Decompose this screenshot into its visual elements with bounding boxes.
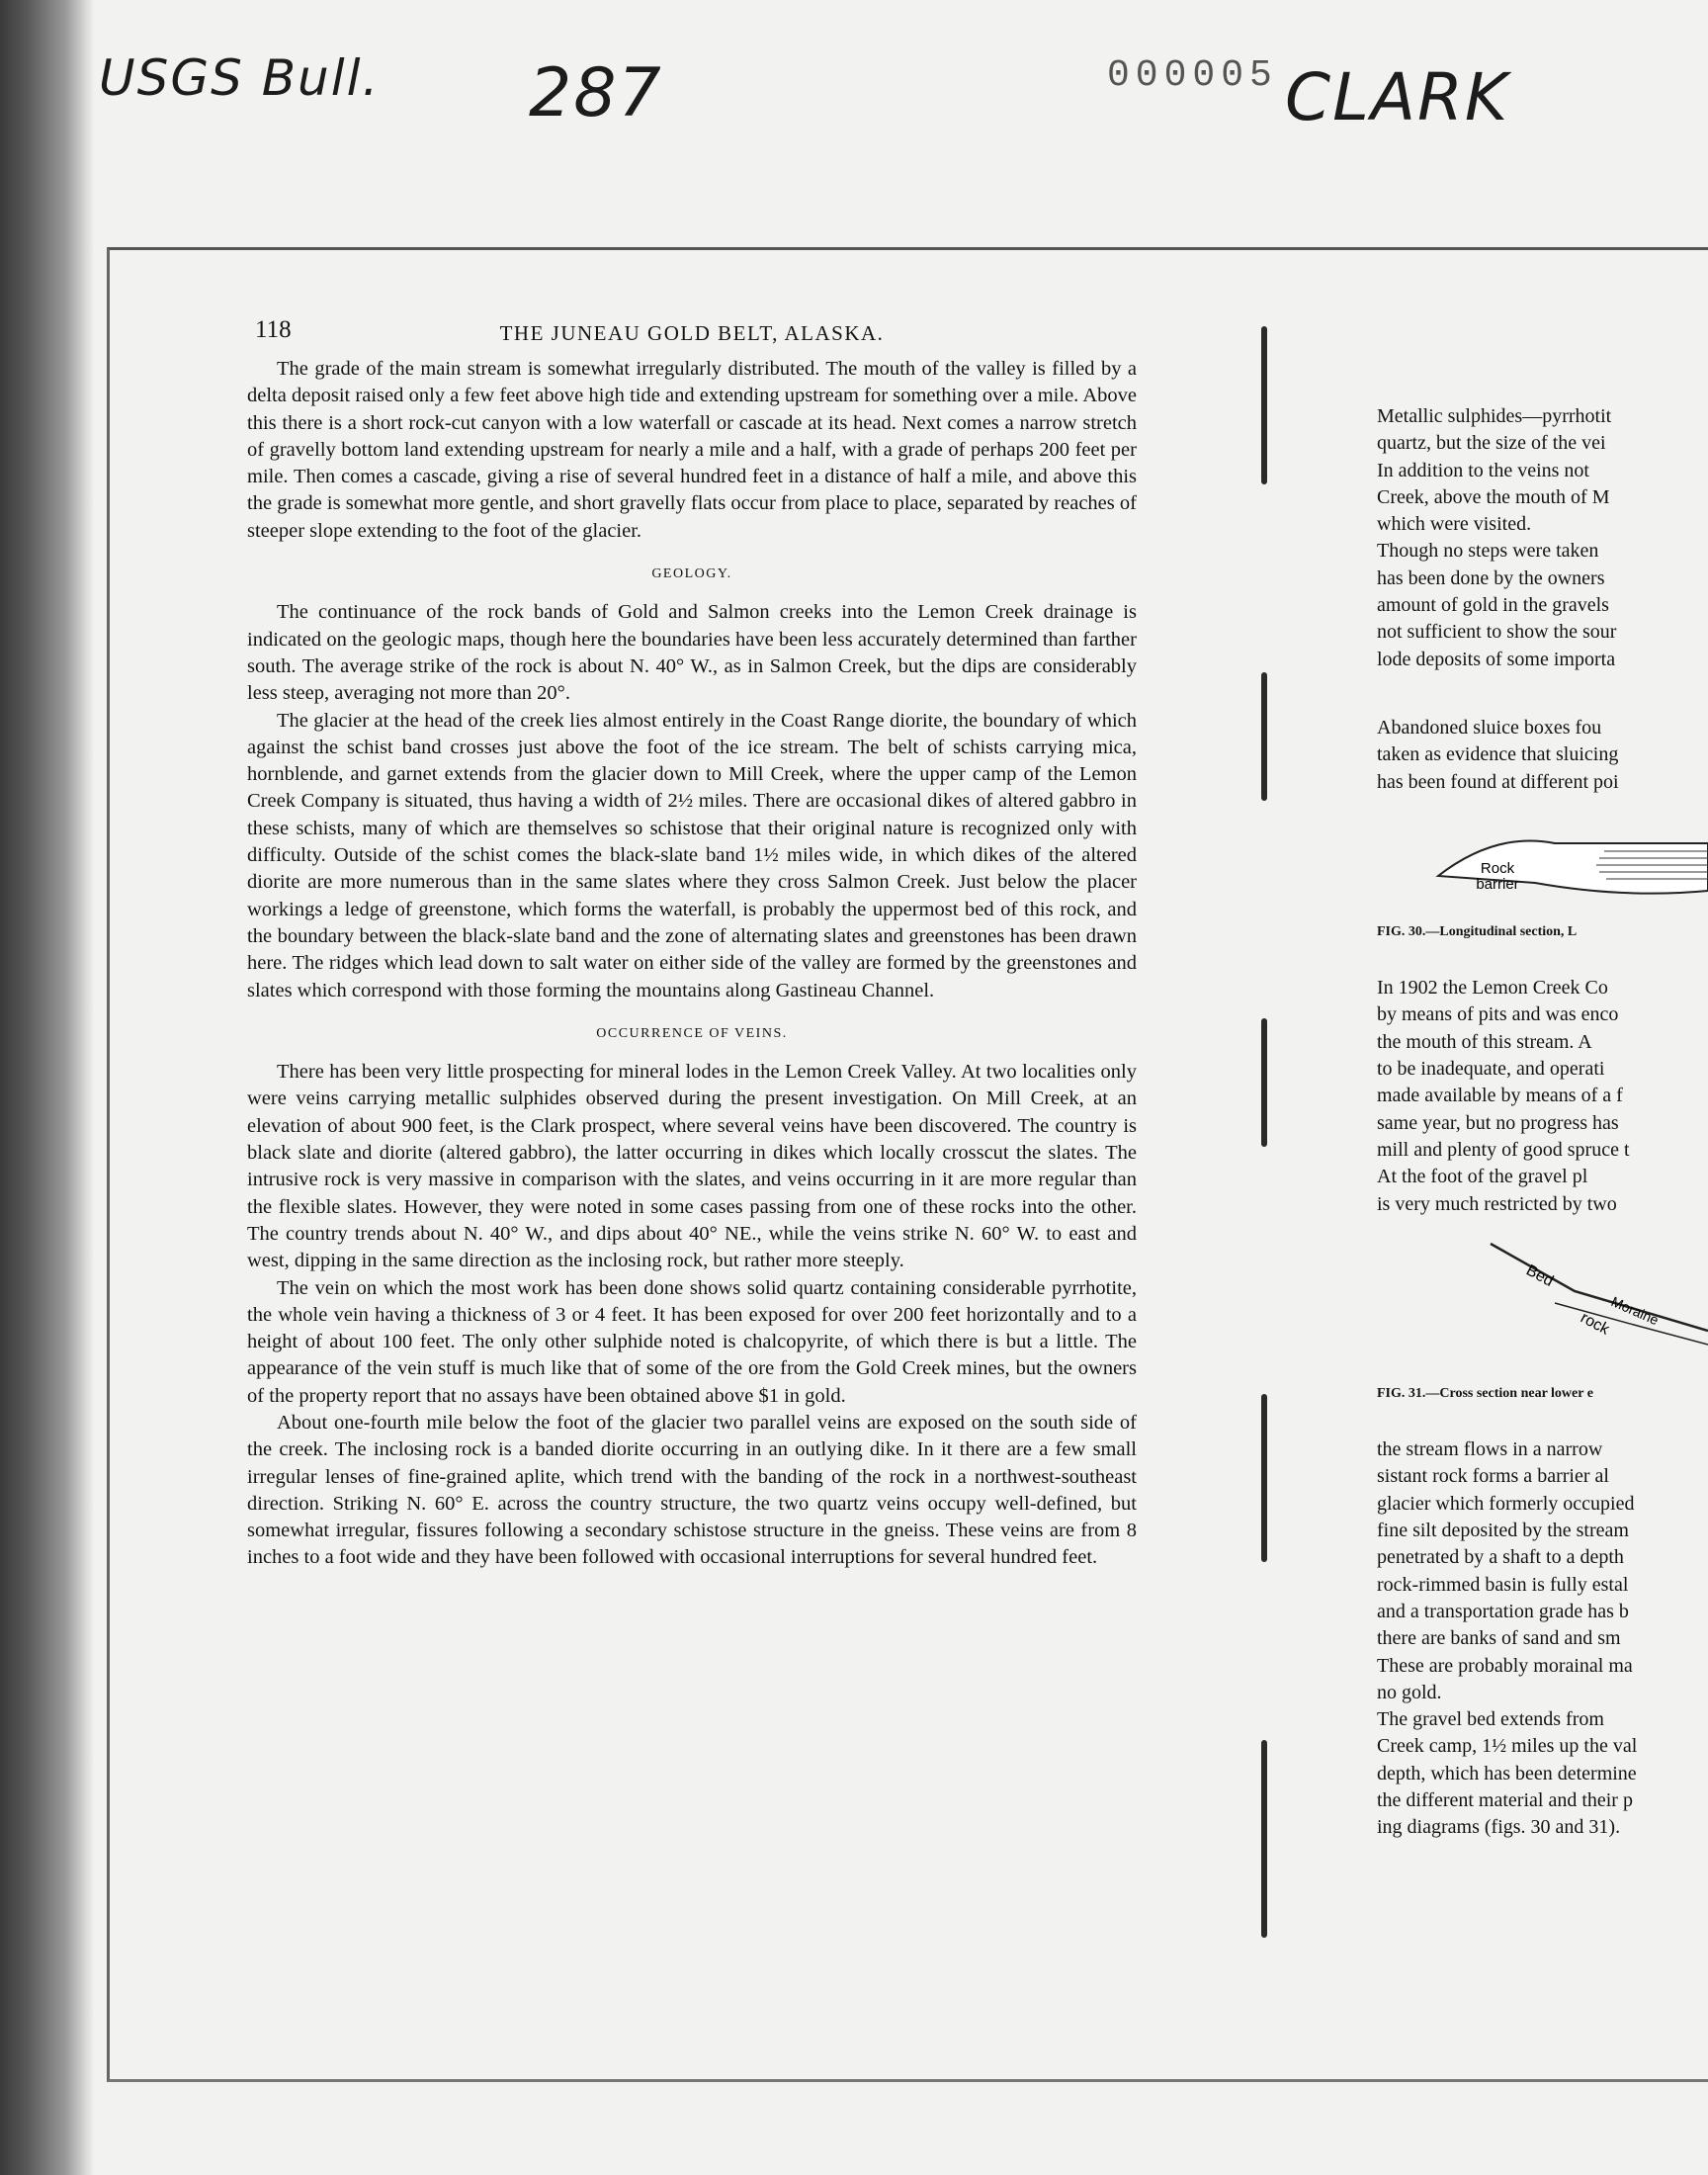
right-page-line: the stream flows in a narrow xyxy=(1377,1438,1603,1461)
fig31-caption: FIG. 31.—Cross section near lower e xyxy=(1377,1385,1593,1401)
stamp-number: 000005 xyxy=(1107,54,1278,97)
fig30-label-barrier: barrier xyxy=(1476,875,1519,893)
right-page-line: sistant rock forms a barrier al xyxy=(1377,1465,1609,1488)
right-page-line: same year, but no progress has xyxy=(1377,1111,1619,1134)
fig31-label-rock: rock xyxy=(1578,1309,1612,1339)
geology-paragraph: The glacier at the head of the creek lies almost entirely in the Coast Range diorite, the boundary of which against the schist band crosses just above the foot of the ice stream. The belt of schists carrying mica, hornblende, and garnet extends from the glacier down to Mill Creek, where the upper camp of the Lemon Creek Company is situated, thus having a width of 2½ miles. There are occasional dikes of altered gabbro in these schists, many of which are themselves so schistose that their original nature is recognized only with difficulty. Outside of the schist comes the black-slate band 1½ miles wide, in which dikes of the altered diorite are more numerous than in the same slates where they cross Salmon Creek. Just below the placer workings a ledge of greenstone, which forms the waterfall, is probably the uppermost bed of this rock, and the boundary between the black-slate band and the zone of alternating slates and greenstones has been drawn here. The ridges which lead down to salt water on either side of the valley are formed by the greenstones and slates which correspond with those forming the mountains along Gastineau Channel. xyxy=(247,709,1137,1001)
left-page xyxy=(247,316,1137,1572)
page-number: 118 xyxy=(255,316,292,343)
fig30-caption: FIG. 30.—Longitudinal section, L xyxy=(1377,923,1578,939)
right-page-line: At the foot of the gravel pl xyxy=(1377,1166,1588,1188)
right-page-line: depth, which has been determine xyxy=(1377,1762,1637,1784)
veins-paragraph: About one-fourth mile below the foot of the glacier two parallel veins are exposed on the south side of the creek. The inclosing rock is a banded diorite occurring in an outlying dike. In it there are a few small irregular lenses of fine-grained aplite, which trend with the banding of the rock in a northwest-southeast direction. Striking N. 60° E. across the country structure, the two quartz veins occupy well-defined, but somewhat irregular, fissures following a secondary schistose structure in the gneiss. These veins are from 8 inches to a foot wide and they have been followed with occasional interruptions for several hundred feet. xyxy=(247,1411,1137,1569)
binding-ring xyxy=(1261,1018,1267,1147)
right-page-line: Creek, above the mouth of M xyxy=(1377,485,1610,508)
right-page-line: and a transportation grade has b xyxy=(1377,1600,1629,1622)
right-page-line: is very much restricted by two xyxy=(1377,1192,1617,1215)
binding-ring xyxy=(1261,672,1267,801)
right-page-line: not sufficient to show the sour xyxy=(1377,621,1617,644)
right-page-line: taken as evidence that sluicing xyxy=(1377,743,1619,766)
fig30-diagram xyxy=(1377,822,1708,911)
right-page-line: Metallic sulphides—pyrrhotit xyxy=(1377,405,1612,427)
running-head xyxy=(247,316,1137,356)
right-page-line: the different material and their p xyxy=(1377,1788,1633,1811)
right-page-line: Abandoned sluice boxes fou xyxy=(1377,716,1602,739)
intro-paragraph: The grade of the main stream is somewhat irregularly distributed. The mouth of the valley is filled by a delta deposit raised only a few feet above high tide and extending upstream for something over a mile. Above this there is a short rock-cut canyon with a low waterfall or cascade at its head. Next comes a narrow stretch of gravelly bottom land extending upstream for nearly a mile and a half, with a grade of perhaps 200 feet per mile. Then comes a cascade, giving a rise of several hundred feet in a distance of half a mile, and above this the grade is somewhat more gentle, and short gravelly flats occur from place to place, separated by reaches of steeper slope extending to the foot of the glacier. xyxy=(247,358,1137,542)
veins-heading: OCCURRENCE OF VEINS. xyxy=(596,1025,788,1041)
right-page-line: quartz, but the size of the vei xyxy=(1377,432,1606,455)
right-page-line: mill and plenty of good spruce t xyxy=(1377,1138,1630,1161)
right-page-line: glacier which formerly occupied xyxy=(1377,1492,1635,1515)
binding-ring xyxy=(1261,326,1267,484)
right-page-line: In addition to the veins not xyxy=(1377,459,1589,481)
right-page-line: made available by means of a f xyxy=(1377,1085,1623,1107)
right-page-line: has been done by the owners xyxy=(1377,566,1605,589)
right-text-block xyxy=(1377,1436,1708,1841)
handwritten-number: 287 xyxy=(529,54,663,132)
binding-ring xyxy=(1261,1394,1267,1562)
right-page xyxy=(1377,403,1708,1842)
fig31-label-moraine: Moraine xyxy=(1608,1292,1662,1329)
right-page-line: rock-rimmed basin is fully estal xyxy=(1377,1573,1629,1596)
geology-paragraph: The continuance of the rock bands of Gold and Salmon creeks into the Lemon Creek drainage is indicated on the geologic maps, though here the boundaries have been less accurately determined than farther south. The average strike of the rock is about N. 40° W., as in Salmon Creek, but the dips are considerably less steep, averaging not more than 20°. xyxy=(247,601,1137,705)
veins-paragraph: The vein on which the most work has been done shows solid quartz containing considerable pyrrhotite, the whole vein having a thickness of 3 or 4 feet. It has been exposed for over 200 feet horizontally and to a height of about 100 feet. The only other sulphide noted is chalcopyrite, of which there is but a little. The appearance of the vein stuff is much like that of some of the ore from the Gold Creek mines, but the owners of the property report that no assays have been obtained above $1 in gold. xyxy=(247,1276,1137,1407)
right-page-line: has been found at different poi xyxy=(1377,770,1619,793)
fig31-diagram xyxy=(1377,1234,1708,1372)
right-page-line: which were visited. xyxy=(1377,513,1532,536)
veins-paragraph: There has been very little prospecting for mineral lodes in the Lemon Creek Valley. At two localities only were veins carrying metallic sulphides observed during the present investigation. On Mill Creek, at an elevation of about 900 feet, is the Clark prospect, where several veins have been discovered. The country is black slate and diorite (altered gabbro), the latter occurring in dikes which locally crosscut the slates. The intrusive rock is very massive in comparison with the slates, and veins occurring in it are more regular than the flexible slates. However, they were noted in some cases passing from one of these rocks into the other. The country trends about N. 40° W., and dips about 40° NE., while the veins strike N. 60° W. to east and west, dipping in the same direction as the inclosing rock, but rather more steeply. xyxy=(247,1061,1137,1272)
right-page-line: In 1902 the Lemon Creek Co xyxy=(1377,977,1608,1000)
right-page-line: amount of gold in the gravels xyxy=(1377,594,1609,617)
right-page-line: The gravel bed extends from xyxy=(1377,1708,1604,1731)
binding-ring xyxy=(1261,1740,1267,1938)
right-text-block xyxy=(1377,403,1708,673)
fig30-label-rock: Rock xyxy=(1480,859,1515,877)
right-page-line: Though no steps were taken xyxy=(1377,540,1599,563)
right-page-line: fine silt deposited by the stream xyxy=(1377,1520,1629,1542)
binding-rings xyxy=(1253,326,1277,1948)
right-page-line: ing diagrams (figs. 30 and 31). xyxy=(1377,1816,1621,1839)
right-page-line: no gold. xyxy=(1377,1681,1442,1703)
fig31-label-bed: Bed xyxy=(1523,1262,1557,1290)
right-page-line: there are banks of sand and sm xyxy=(1377,1627,1621,1650)
binding-shadow xyxy=(0,0,94,2175)
right-text-block xyxy=(1377,715,1708,796)
handwritten-label: USGS Bull. xyxy=(99,49,381,107)
right-text-block xyxy=(1377,975,1708,1218)
right-page-line: lode deposits of some importa xyxy=(1377,648,1616,670)
right-page-line: by means of pits and was enco xyxy=(1377,1003,1619,1026)
right-page-line: the mouth of this stream. A xyxy=(1377,1030,1592,1053)
geology-heading: GEOLOGY. xyxy=(651,566,732,582)
right-page-line: penetrated by a shaft to a depth xyxy=(1377,1546,1624,1569)
right-page-line: These are probably morainal ma xyxy=(1377,1654,1633,1677)
right-page-line: Creek camp, 1½ miles up the val xyxy=(1377,1735,1638,1758)
running-title: THE JUNEAU GOLD BELT, ALASKA. xyxy=(499,321,885,345)
handwritten-name: CLARK xyxy=(1285,59,1510,135)
right-page-line: to be inadequate, and operati xyxy=(1377,1058,1605,1081)
